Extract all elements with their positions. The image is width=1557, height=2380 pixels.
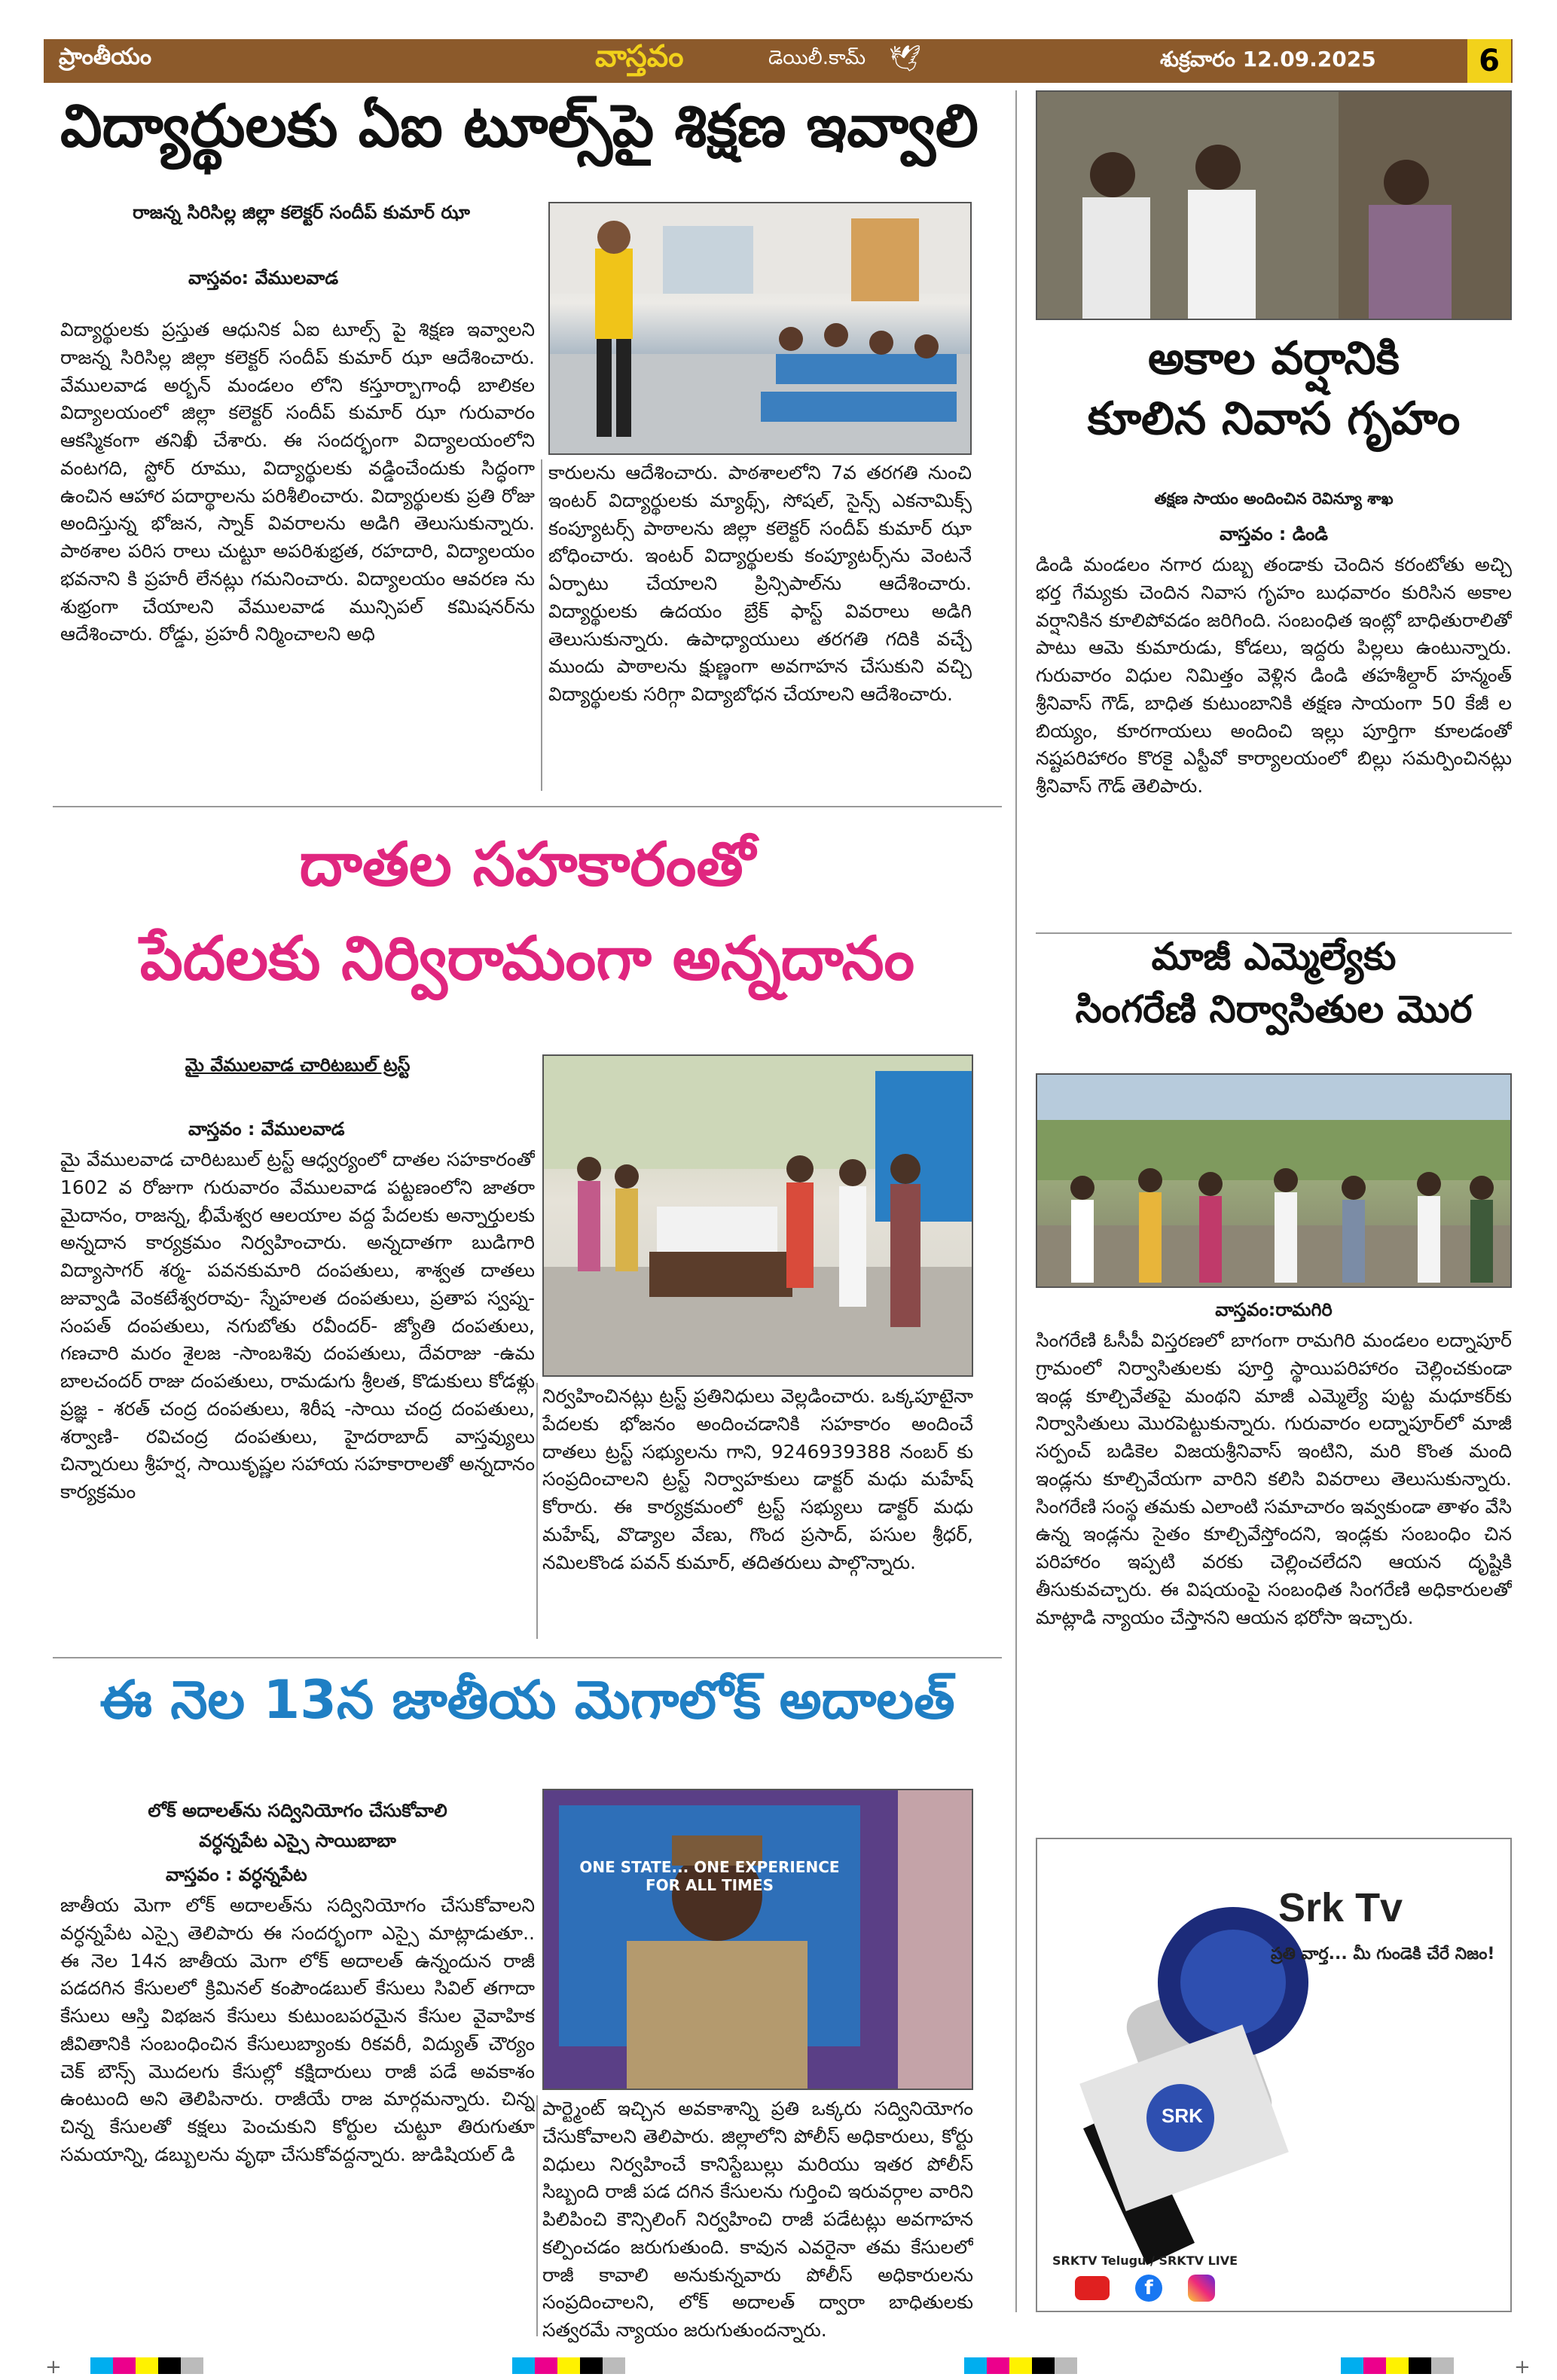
column-divider xyxy=(536,2095,538,2336)
youtube-icon[interactable] xyxy=(1075,2276,1110,2300)
color-bar xyxy=(90,2357,203,2374)
story2-column-1: మై వేములవాడ చారిటబుల్ ట్రస్ట్ ఆధ్వర్యంలో దాతల సహకారంతో 1602 వ రోజుగా గురువారం వేములవాడ పట్టణంలోని జాతరా మైదానం, రాజన్న, భీమేశ్వర ఆలయాల వద్ద పేదలకు అన్నార్తులకు అన్నదాన కార్యక్రమం నిర్వహించారు. అన్నదాతగా బుడిగారి విద్యాసాగర్ శర్మ- పవనకుమారి దంపతులు, శాశ్వత దాతలు జువ్వాడి వెంకటేశ్వరరావు- స్నేహలత దంపతులు, ప్రతాప స్వప్న- సంపత్ దంపతులు, నగుబోతు రవీందర్- జ్యోతి దంపతులు, గణచారి మరం శైలజ -సాంబశివు దంపతులు, దేవరాజు -ఉమ బాలచందర్ రాజు దంపతులు, రామడుగు శ్రీలత, కొడుకులు కోడళ్లు ప్రజ్ఞ - శరత్ చంద్ర దంపతులు, శిరీష -సాయి చంద్ర దంపతులు, శర్వాణి- రవిచంద్ర దంపతులు, హైదరాబాద్ వాస్తవ్యులు చిన్నారులు శ్రీహర్ష, సాయికృష్ణల సహాయ సహకారాలతో అన్నదానం కార్యక్రమం xyxy=(60,1149,535,1503)
story3-headline: ఈ నెల 13న జాతీయ మెగాలోక్ అదాలత్ xyxy=(99,1669,955,1731)
story3-subhead-officer: వర్ధన్నపేట ఎస్సై సాయిబాబా xyxy=(199,1830,396,1851)
story1-column-1: విద్యార్థులకు ప్రస్తుత ఆధునిక ఏఐ టూల్స్ పై శిక్షణ ఇవ్వాలని రాజన్న సిరిసిల్ల జిల్లా కలెక్టర్ సందీప్ కుమార్ ఝా ఆదేశించారు. వేములవాడ అర్బన్ మండలం లోని కస్తూర్బాగాంధీ బాలికల విద్యాలయంలో జిల్లా కలెక్టర్ సందీప్ కుమార్ ఝా గురువారం ఆకస్మికంగా తనిఖీ చేశారు. ఈ సందర్భంగా విద్యాలయంలోని వంటగది, స్టోర్ రూము, విద్యార్థులకు వడ్డించేందుకు సిద్ధంగా ఉంచిన ఆహార పదార్థాలను పరిశీలించారు. విద్యార్థులకు ప్రతి రోజు అందిస్తున్న భోజన, స్నాక్ వివరాలను అడిగి తెలుసుకున్నారు. పాఠశాల పరిస రాలు చుట్టూ అపరిశుభ్రత, రహదారి, విద్యాలయం భవనాని కి ప్రహరీ లేనట్లు గమనించారు. విద్యాలయం ఆవరణ ను శుభ్రంగా చేయాలని వేములవాడ మున్సిపల్ కమిషనర్‌ను ఆదేశించారు. రోడ్డు, ప్రహరీ నిర్మించాలని అధి xyxy=(60,319,535,645)
color-bar xyxy=(512,2357,625,2374)
story3-column-2: పార్ట్మెంట్ ఇచ్చిన అవకాశాన్ని ప్రతి ఒక్కరు సద్వినియోగం చేసుకోవాలని తెలిపారు. జిల్లాలోని పోలీస్ అధికారులు, కోర్టు విధులు నిర్వహించే కానిస్టేబుల్లు మరియు ఇతర పోలీస్ సిబ్బంది రాజీ పడ దగిన కేసులను గుర్తించి ఇరువర్గాల వారిని పిలిపించి కౌన్సిలింగ్ నిర్వహించి రాజీ పడేటట్లు అవగాహన కల్పించడం జరుగుతుంది. కావున ఎవరైనా తమ కేసులలో రాజీ కావాలి అనుకున్నవారు పోలీస్ అధికారులను సంప్రదించాలని, లోక్ అదాలత్ ద్వారా బాధితులకు సత్వరమే న్యాయం జరుగుతుందన్నారు. xyxy=(542,2098,973,2341)
story3-photo xyxy=(542,1789,973,2090)
story1-column-2: కారులను ఆదేశించారు. పాఠశాలలోని 7వ తరగతి నుంచి ఇంటర్ విద్యార్థులకు మ్యాథ్స్, సోషల్, సైన్స్ ఎకనామిక్స్ కంప్యూటర్స్ పాఠాలను జిల్లా కలెక్టర్ సందీప్ కుమార్ ఝా బోధించారు. ఇంటర్ విద్యార్థులకు కంప్యూటర్స్‌ను వెంటనే ఏర్పాటు చేయాలని ప్రిన్సిపాల్‌ను ఆదేశించారు. విద్యార్థులకు ఉదయం బ్రేక్ ఫాస్ట్ వివరాలు అడిగి తెలుసుకున్నారు. ఉపాధ్యాయులు తరగతి గదికి వచ్చే ముందు పాఠాలను క్షుణ్ణంగా అవగాహన చేసుకుని వచ్చి విద్యార్థులకు సరిగ్గా విద్యాబోధన చేయాలని ఆదేశించారు. xyxy=(548,462,972,705)
story2-photo xyxy=(542,1054,973,1377)
story4-subhead: తక్షణ సాయం అందించిన రెవిన్యూ శాఖ xyxy=(1154,490,1394,508)
color-bar xyxy=(1341,2357,1454,2374)
story1-subhead: రాజన్న సిరిసిల్ల జిల్లా కలెక్టర్ సందీప్ కుమార్ ఝా xyxy=(133,202,470,223)
brand-subtitle: డెయిలీ.కామ్ xyxy=(768,47,866,69)
story2-subhead: మై వేములవాడ చారిటబుల్ ట్రస్ట్ xyxy=(185,1054,411,1076)
microphone-icon xyxy=(1037,1839,1510,2311)
collapsed-house-photo-illustration xyxy=(1037,92,1512,320)
story4-headline-line1: అకాల వర్షానికి xyxy=(1148,332,1400,385)
story5-dateline: వాస్తవం:రామగిరి xyxy=(1215,1299,1333,1320)
section-divider xyxy=(53,1657,1002,1658)
section-divider xyxy=(53,806,1002,807)
food-distribution-photo-illustration xyxy=(544,1056,973,1377)
story2-column-2: నిర్వహించినట్లు ట్రస్ట్ ప్రతినిధులు వెల్లడించారు. ఒక్కపూటైనా పేదలకు భోజనం అందించడానికి సహకారం అందించే దాతలు ట్రస్ట్ సభ్యులను గాని, 9246939388 నంబర్ కు సంప్రదించాలని ట్రస్ట్ నిర్వాహకులు డాక్టర్ మధు మహేష్ కోరారు. ఈ కార్యక్రమంలో ట్రస్ట్ సభ్యులు డాక్టర్ మధు మహేష్, వొడ్యాల వేణు, గొంద ప్రసాద్, పసుల శ్రీధర్, నమిలకొండ పవన్ కుమార్, తదితరులు పాల్గొన్నారు. xyxy=(542,1385,973,1573)
column-divider xyxy=(541,459,542,791)
page-number: 6 xyxy=(1467,39,1511,83)
story1-headline: విద్యార్థులకు ఏఐ టూల్స్‌పై శిక్షణ ఇవ్వాలి xyxy=(60,93,978,160)
ad-tagline: ప్రతి వార్త... మీ గుండెకి చేరే నిజం! xyxy=(1271,1945,1495,1964)
story4-photo xyxy=(1036,90,1512,320)
srk-tv-advertisement xyxy=(1036,1838,1512,2312)
story1-photo xyxy=(548,202,972,455)
story4-body: డిండి మండలం నగార దుబ్బ తండాకు చెందిన కరంటోతు అచ్చి భర్త గేమ్యకు చెందిన నివాస గృహం బుధవారం కురిసిన అకాల వర్షానికిన కూలిపోవడం జరిగింది. సంబంధిత ఇంట్లో బాధితురాలితో పాటు ఆమె కుమారుడు, కోడలు, ఇద్దరు పిల్లలు ఉంటున్నారు. గురువారం విధుల నిమిత్తం వెళ్లిన డిండి తహశీల్దార్ హన్మంత్ శ్రీనివాస్ గౌడ్, బాధిత కుటుంబానికి తక్షణ సాయంగా 50 కేజీ ల బియ్యం, కూరగాయలు అందించి ఇల్లు పూర్తిగా కూలడంతో నష్టపరిహారం కొరకై ఎస్టీవో కార్యాలయంలో బిల్లు సమర్పించినట్లు శ్రీనివాస్ గౌడ్ తెలిపారు. xyxy=(1036,554,1512,797)
story4-headline-line2: కూలిన నివాస గృహం xyxy=(1087,392,1461,445)
ad-handles: SRKTV Telugu / SRKTV LIVE xyxy=(1052,2253,1238,2268)
story3-subhead: లోక్ అదాలత్‌ను సద్వినియోగం చేసుకోవాలి xyxy=(148,1800,447,1821)
color-bar xyxy=(964,2357,1077,2374)
brand-name: వాస్తవం xyxy=(595,39,684,74)
instagram-icon[interactable] xyxy=(1188,2275,1215,2302)
issue-date: శుక్రవారం 12.09.2025 xyxy=(1160,47,1376,72)
facebook-icon[interactable]: f xyxy=(1135,2275,1162,2302)
story5-headline-line1: మాజీ ఎమ్మెల్యేకు xyxy=(1151,935,1397,978)
story2-headline-line1: దాతల సహకారంతో xyxy=(299,829,756,899)
photo-banner-text: ONE STATE... ONE EXPERIENCE FOR ALL TIMES xyxy=(579,1858,840,1894)
story4-dateline: వాస్తవం : డిండి xyxy=(1219,523,1329,545)
story2-dateline: వాస్తవం : వేములవాడ xyxy=(188,1118,345,1140)
crowd-photo-illustration xyxy=(1037,1075,1512,1288)
story2-headline-line2: పేదలకు నిర్విరామంగా అన్నదానం xyxy=(139,923,915,993)
registration-mark: + xyxy=(1514,2356,1531,2378)
section-label: ప్రాంతీయం xyxy=(59,44,152,70)
registration-mark: + xyxy=(45,2356,62,2378)
bird-icon: 🕊 xyxy=(889,44,922,74)
story5-body: సింగరేణి ఓసీపీ విస్తరణలో బాగంగా రామగిరి మండలం లద్నాపూర్ గ్రామంలో నిర్వాసితులకు పూర్తి స్థాయిపరిహారం చెల్లించకుండా ఇండ్ల కూల్చివేతపై మంథని మాజీ ఎమ్మెల్యే పుట్ట మధూకర్‌కు నిర్వాసితులు మొరపెట్టుకున్నారు. గురువారం లద్నాపూర్‌లో మాజీ సర్పంచ్ బడికెల విజయశ్రీనివాస్ ఇంటిని, మరి కొంత మంది ఇండ్లను కూల్చివేయగా వారిని కలిసి వివరాలు తెలుసుకున్నారు. సింగరేణి సంస్థ తమకు ఎలాంటి సమాచారం ఇవ్వకుండా తాళం వేసి ఉన్న ఇండ్లను సైతం కూల్చివేస్తోందని, ఇండ్లకు సంబంధిం చిన పరిహారం ఇప్పటి వరకు చెల్లించలేదని ఆయన దృష్టికి తీసుకువచ్చారు. ఈ విషయంపై సంబంధిత సింగరేణి అధికారులతో మాట్లాడి న్యాయం చేస్తానని ఆయన భరోసా ఇచ్చారు. xyxy=(1036,1329,1512,1628)
column-divider xyxy=(536,1383,538,1639)
mic-label: SRK xyxy=(1162,2104,1203,2127)
classroom-photo-illustration xyxy=(550,203,972,455)
story5-headline-line2: సింగరేణి నిర్వాసితుల మొర xyxy=(1075,987,1473,1031)
officer-photo-illustration xyxy=(544,1790,973,2090)
story1-dateline: వాస్తవం: వేములవాడ xyxy=(188,267,339,288)
story3-dateline: వాస్తవం : వర్ధన్నపేట xyxy=(166,1864,307,1885)
story5-photo xyxy=(1036,1073,1512,1288)
right-column-divider xyxy=(1015,90,1017,2312)
story3-column-1: జాతీయ మెగా లోక్ అదాలత్‌ను సద్వినియోగం చేసుకోవాలని వర్ధన్నపేట ఎస్సై తెలిపారు ఈ సందర్భంగా ఎస్సై మాట్లాడుతూ.. ఈ నెల 14న జాతీయ మెగా లోక్ అదాలత్ ఉన్నందున రాజీ పడదగిన కేసులలో క్రిమినల్ కంపౌండబుల్ కేసులు సివిల్ తగాదా కేసులు ఆస్తి విభజన కేసులు కుటుంబపరమైన కేసుల వైవాహిక జీవితానికి సంబంధించిన కేసులుబ్యాంకు రికవరీ, విద్యుత్ చౌర్యం చెక్ బౌన్స్ మొదలగు కేసుల్లో కక్షిదారులు రాజీ పడే అవకాశం ఉంటుంది అని తెలిపినారు. రాజీయే రాజ మార్గమన్నారు. చిన్న చిన్న కేసులతో కక్షలు పెంచుకుని కోర్టుల చుట్టూ తిరుగుతూ సమయాన్ని, డబ్బులను వృథా చేసుకోవద్దన్నారు. జుడిషియల్ డి xyxy=(60,1894,535,2165)
ad-brand: Srk Tv xyxy=(1278,1885,1403,1930)
